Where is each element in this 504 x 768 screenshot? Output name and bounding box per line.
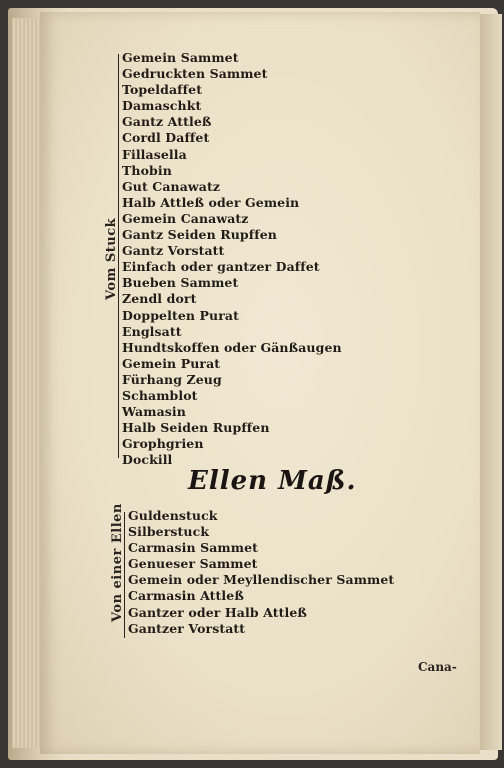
list-item: Gantz Seiden Rupffen bbox=[122, 227, 277, 243]
section-label: Vom Stuck bbox=[104, 217, 119, 300]
list-item: Gemein oder Meyllendischer Sammet bbox=[128, 572, 395, 588]
list-item: Gemein Canawatz bbox=[122, 210, 249, 226]
list-item: Fürhang Zeug bbox=[122, 371, 222, 387]
list-item: Thobin bbox=[122, 162, 172, 178]
section-label: Von einer Ellen bbox=[110, 503, 125, 622]
list-item: Carmasin Attleß bbox=[128, 588, 244, 604]
list-item: Gedruckten Sammet bbox=[122, 66, 268, 82]
list-item: Gantzer oder Halb Attleß bbox=[128, 604, 307, 620]
list-item: Grophgrien bbox=[122, 436, 204, 452]
list-item: Bueben Sammet bbox=[122, 275, 239, 291]
page-heading: Ellen Maß. bbox=[188, 466, 357, 496]
list-item: Gemein Purat bbox=[122, 355, 221, 371]
list-item: Zendl dort bbox=[122, 291, 197, 307]
bracket bbox=[118, 54, 119, 458]
list-item: Halb Seiden Rupffen bbox=[122, 420, 270, 436]
page-edges bbox=[12, 18, 42, 748]
list-item: Gantzer Vorstatt bbox=[128, 620, 246, 636]
list-item: Wamasin bbox=[122, 404, 186, 420]
list-item: Genueser Sammet bbox=[128, 556, 258, 572]
list-item: Gantz Vorstatt bbox=[122, 243, 225, 259]
list-item: Dockill bbox=[122, 452, 173, 468]
list-item: Halb Attleß oder Gemein bbox=[122, 194, 300, 210]
list-item: Silberstuck bbox=[128, 524, 210, 540]
list-item: Carmasin Sammet bbox=[128, 540, 258, 556]
list-item: Topeldaffet bbox=[122, 82, 203, 98]
facing-page-edge bbox=[480, 14, 502, 750]
bracket bbox=[124, 512, 125, 638]
list-item: Fillasella bbox=[122, 146, 187, 162]
list-item: Guldenstuck bbox=[128, 508, 218, 523]
fabric-list bbox=[128, 508, 394, 637]
list-item: Schamblot bbox=[122, 387, 198, 403]
fabric-list bbox=[122, 50, 342, 468]
list-item: Damaschkt bbox=[122, 98, 202, 114]
list-item: Englsatt bbox=[122, 323, 182, 339]
list-item: Hundtskoffen oder Gänßaugen bbox=[122, 339, 342, 355]
list-item: Cordl Daffet bbox=[122, 130, 210, 146]
list-item: Doppelten Purat bbox=[122, 307, 239, 323]
list-item: Gantz Attleß bbox=[122, 114, 212, 130]
list-item: Gemein Sammet bbox=[122, 50, 239, 65]
list-item: Einfach oder gantzer Daffet bbox=[122, 259, 320, 275]
list-item: Gut Canawatz bbox=[122, 178, 221, 194]
catchword: Cana- bbox=[418, 660, 457, 674]
